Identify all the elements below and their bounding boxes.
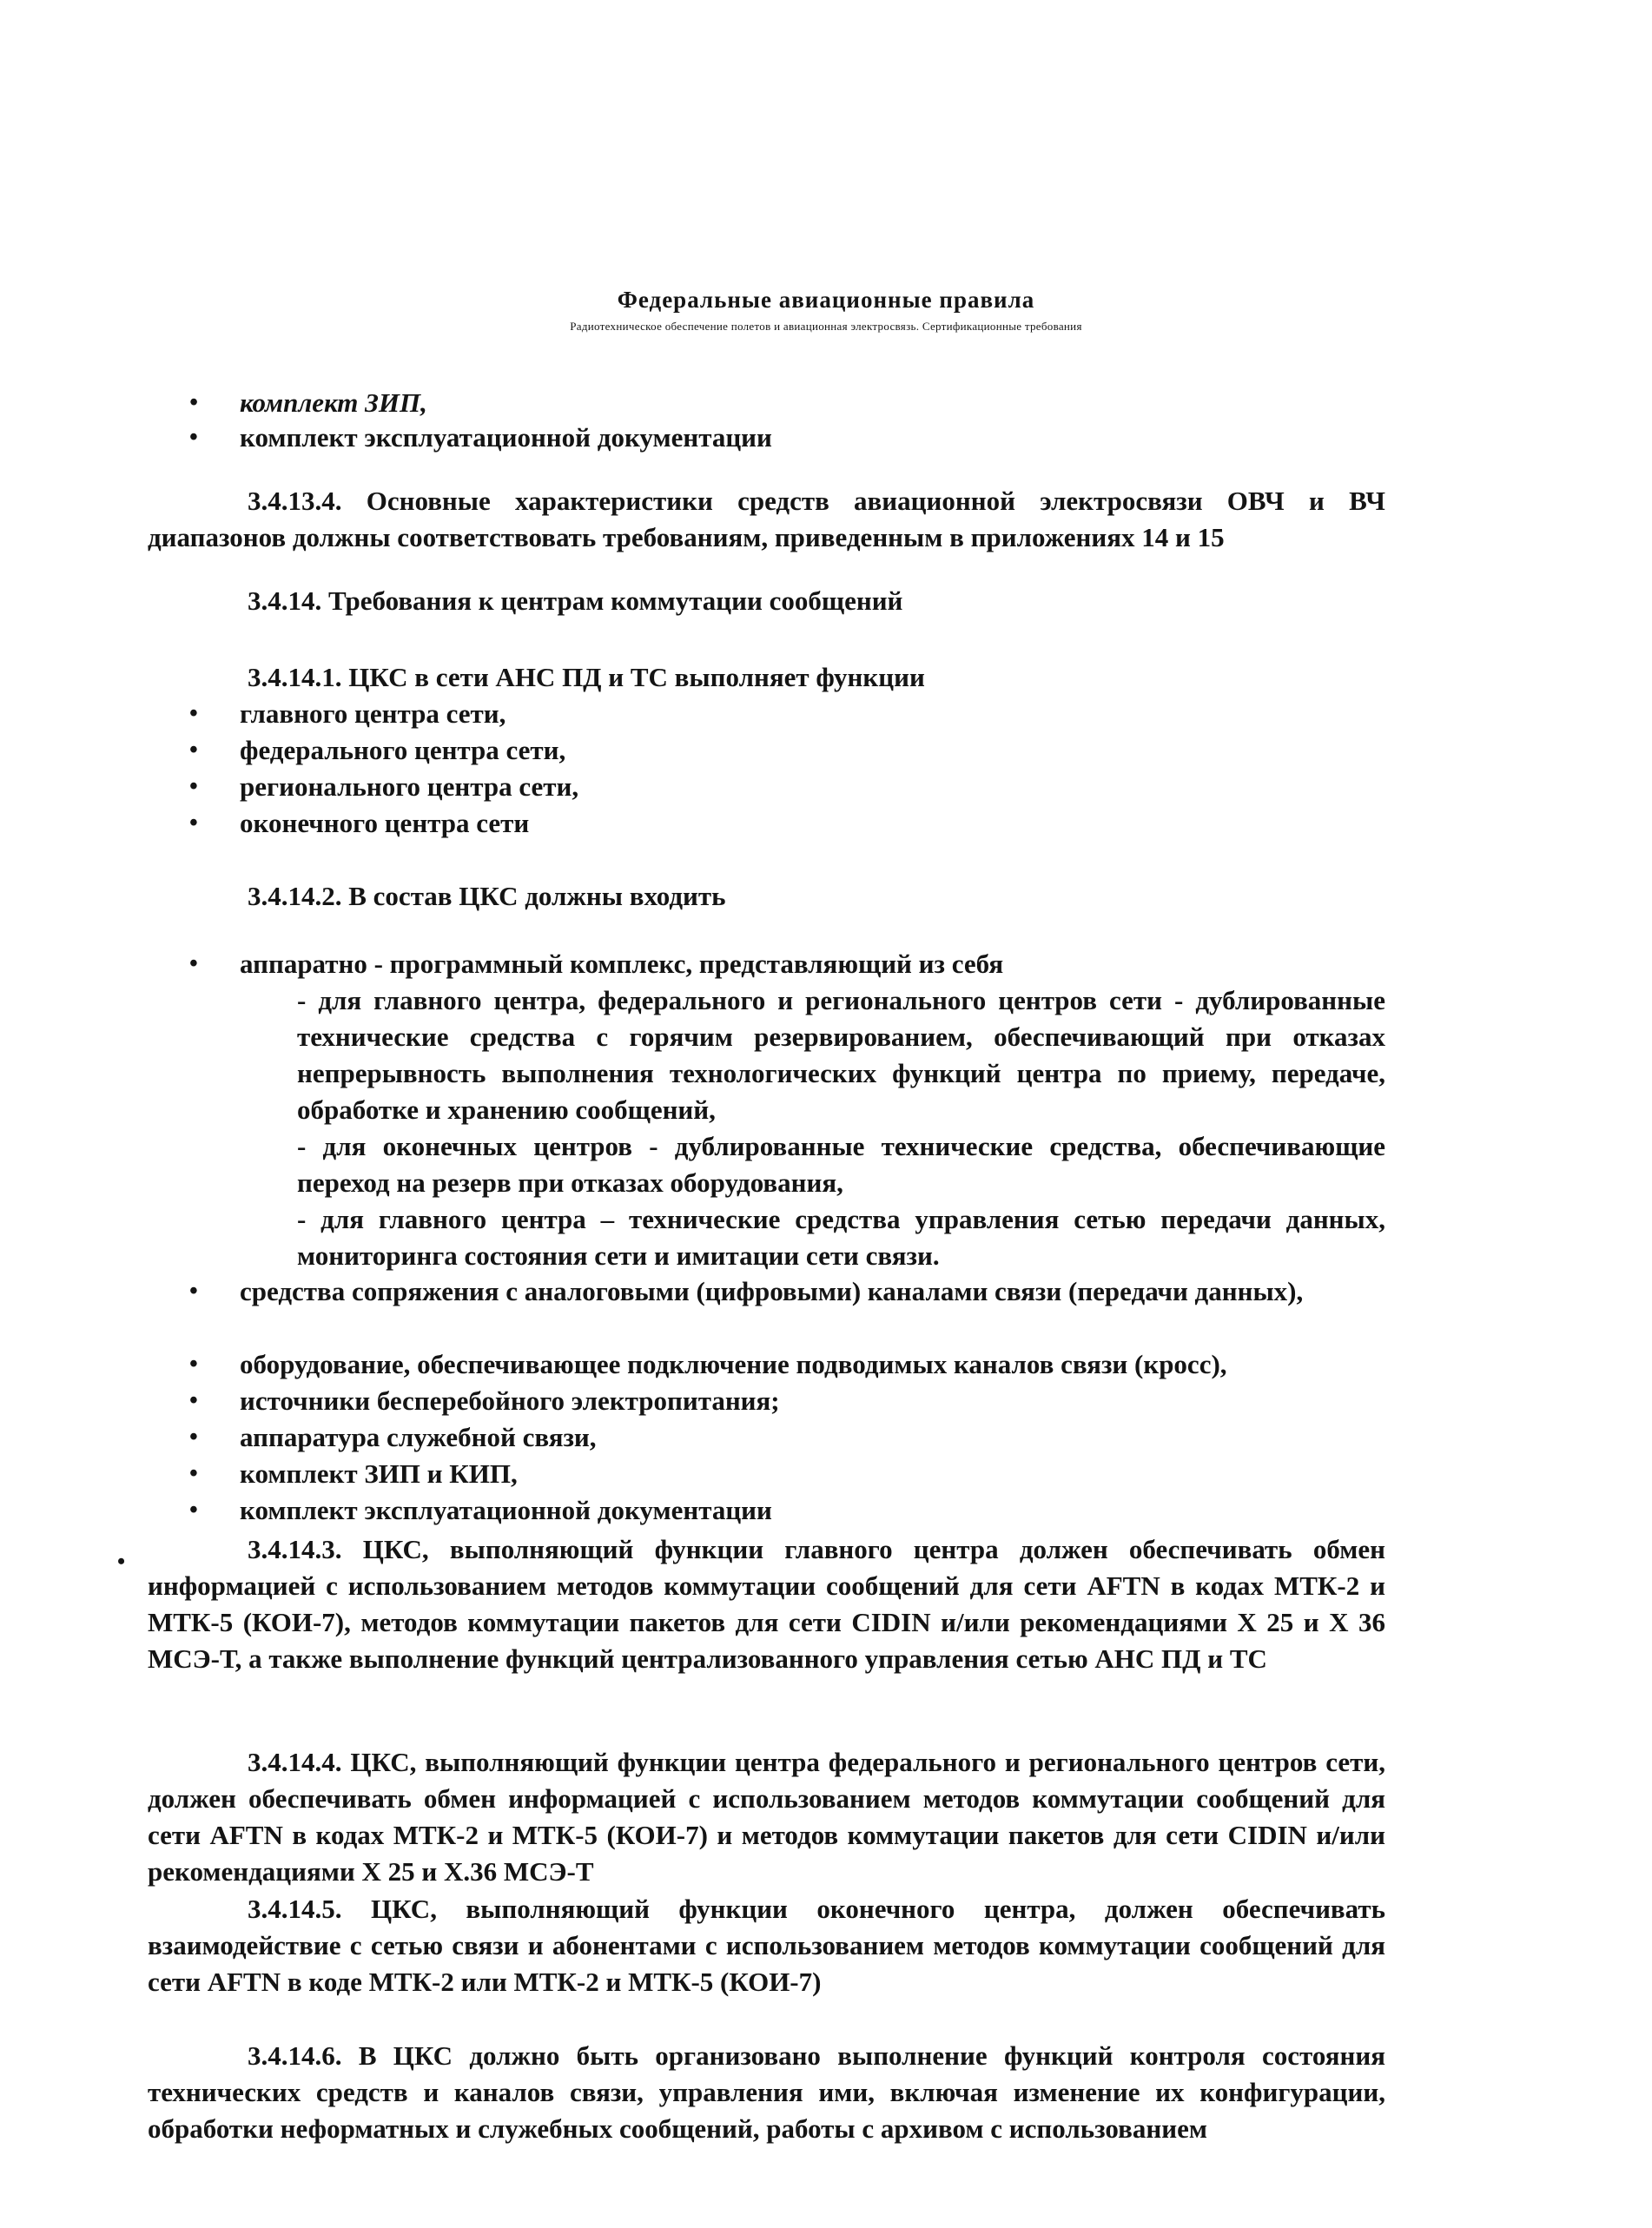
margin-dot: • — [117, 1549, 126, 1574]
list-item: • комплект эксплуатационной документации — [240, 420, 772, 455]
list-item: • главного центра сети, — [240, 697, 506, 731]
paragraph-3-4-14-1: 3.4.14.1. ЦКС в сети АНС ПД и ТС выполняет функции — [248, 662, 925, 692]
list-item: • источники бесперебойного электропитания; — [240, 1384, 780, 1418]
list-item: • аппаратура служебной связи, — [240, 1420, 597, 1455]
list-item: • средства сопряжения с аналоговыми (цифровыми) каналами связи (передачи данных), — [240, 1274, 1385, 1309]
paragraph-3-4-14-4: 3.4.14.4. ЦКС, выполняющий функции центра федерального и регионального центров сети, должен обеспечивать обмен информацией с использованием методов коммутации сообщений для сети AFTN в кодах МТК-2 и МТК-5 (КОИ-7) и методов коммутации пакетов для сети CIDIN и/или рекомендациями X 25 и X.36 МСЭ-Т — [148, 1747, 1385, 1887]
list-item: • аппаратно - программный комплекс, представляющий из себя — [240, 947, 1003, 982]
list-item: • оборудование, обеспечивающее подключение подводимых каналов связи (кросс), — [240, 1347, 1227, 1382]
paragraph-3-4-14-6: 3.4.14.6. В ЦКС должно быть организовано выполнение функций контроля состояния технических средств и каналов связи, управления ими, включая изменение их конфигурации, обработки неформатных и служебных сообщений, работы с архивом с использованием — [148, 2040, 1385, 2144]
header-title: Федеральные авиационные правила — [617, 287, 1035, 313]
list-subitem: - для главного центра – технические средства управления сетью передачи данных, мониторинга состояния сети и имитации сети связи. — [297, 1204, 1385, 1271]
list-item: • комплект ЗИП, — [240, 386, 427, 420]
header-subtitle: Радиотехническое обеспечение полетов и авиационная электросвязь. Сертификационные требования — [570, 320, 1082, 333]
paragraph-3-4-14-5: 3.4.14.5. ЦКС, выполняющий функции оконечного центра, должен обеспечивать взаимодействие с сетью связи и абонентами с использованием методов коммутации сообщений для сети AFTN в коде МТК-2 или МТК-2 и МТК-5 (КОИ-7) — [148, 1894, 1385, 1997]
section-heading: 3.4.14. Требования к центрам коммутации сообщений — [248, 585, 903, 616]
list-item: • комплект эксплуатационной документации — [240, 1493, 772, 1528]
list-item: • регионального центра сети, — [240, 770, 578, 804]
paragraph-3-4-13-4: 3.4.13.4. Основные характеристики средств авиационной электросвязи ОВЧ и ВЧ диапазонов должны соответствовать требованиям, приведенным в приложениях 14 и 15 — [148, 486, 1385, 552]
list-item: • комплект ЗИП и КИП, — [240, 1457, 518, 1491]
list-subitem: - для оконечных центров - дублированные технические средства, обеспечивающие переход на резерв при отказах оборудования, — [297, 1131, 1385, 1198]
list-item: • федерального центра сети, — [240, 733, 565, 768]
list-item: • оконечного центра сети — [240, 806, 529, 841]
list-subitem: - для главного центра, федерального и регионального центров сети - дублированные технические средства с горячим резервированием, обеспечивающий при отказах непрерывность выполнения технологических функций центра по приему, передаче, обработке и хранению сообщений, — [297, 985, 1385, 1125]
paragraph-3-4-14-3: 3.4.14.3. ЦКС, выполняющий функции главного центра должен обеспечивать обмен информацией с использованием методов коммутации сообщений для сети AFTN в кодах МТК-2 и МТК-5 (КОИ-7), методов коммутации пакетов для сети CIDIN и/или рекомендациями X 25 и X 36 МСЭ-Т, а также выполнение функций централизованного управления сетью АНС ПД и ТС — [148, 1534, 1385, 1674]
paragraph-3-4-14-2: 3.4.14.2. В состав ЦКС должны входить — [248, 881, 726, 911]
